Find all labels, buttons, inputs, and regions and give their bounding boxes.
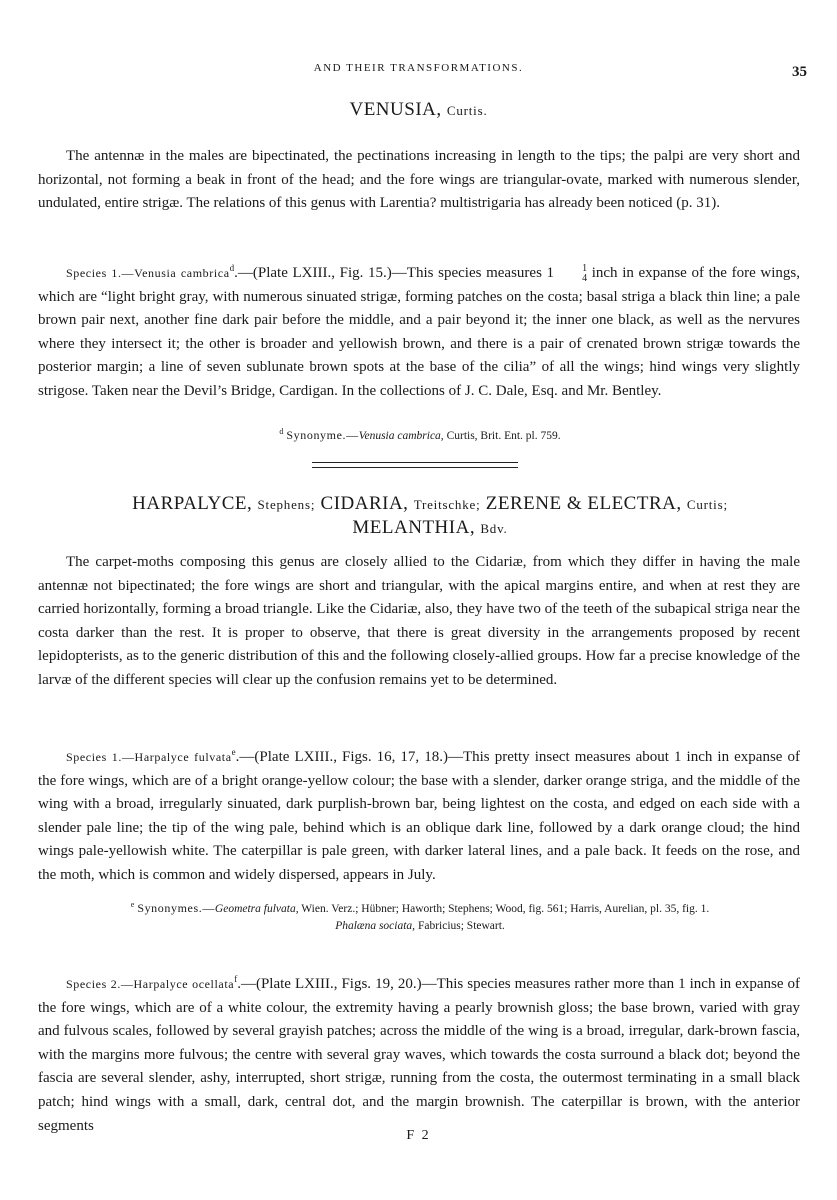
- footnote-rest-2: Fabricius; Stewart.: [415, 920, 505, 932]
- running-head: AND THEIR TRANSFORMATIONS.: [313, 62, 524, 74]
- page-number: 35: [792, 64, 807, 80]
- harpalyce-genus-heading: [60, 492, 800, 540]
- species-text-b: inch in expanse of the fore wings, which are “light bright gray, with numerous sinuated strigæ, forming patches on the costa; basal striga a black thin line; a pale brown pair next, another fine dark pair before the middle, and a pair beyond it; the inner one black, as well as the nervures where they intersect it; the other is broader and yellowish brown, and there is a pair of crenated brown strigæ towards the posterior margin; a line of seven sublunate brown spots at the base of the cilia” of all the wings; hind wings very slightly strigose. Taken near the Devil’s Bridge, Cardigan. In the collections of J. C. Dale, Esq. and Mr. Bentley.: [38, 265, 800, 399]
- species-text: .—(Plate LXIII., Figs. 16, 17, 18.)—This pretty insect measures about 1 inch in expanse of the fore wings, which are of a bright orange-yellow colour; the base with a slender, darker orange striga, and the middle of the wing with a broad, irregularly sinuated, dark purplish-brown bar, being lightest on the costa, and edged on each side with a slender pale line; the tip of the wing pale, behind which is an oblique dark line, followed by a dark orange cloud; the hind wings pale-yellowish white. The caterpillar is pale green, with darker lateral lines, and a pale back. It feeds on the rose, and the moth, which is common and widely dispersed, appears in July.: [38, 749, 800, 883]
- venusia-genus-heading: [0, 98, 837, 122]
- genus-author-d: Bdv.: [480, 521, 508, 536]
- fraction-denominator: 4: [582, 272, 588, 284]
- footnote-venusia: [90, 427, 750, 445]
- footnote-label: Synonyme.—: [286, 428, 359, 442]
- footnote-rest: Curtis, Brit. Ent. pl. 759.: [443, 430, 561, 442]
- genus-name-a: HARPALYCE,: [132, 493, 253, 514]
- genus-author-c: Curtis;: [686, 497, 728, 512]
- species-label: Species 1.—Harpalyce fulvata: [66, 750, 232, 764]
- footnote-italic-2: Phalæna sociata,: [335, 920, 416, 932]
- genus-name-d: MELANTHIA,: [352, 517, 476, 538]
- signature-mark: F 2: [406, 1128, 431, 1143]
- genus-author: Curtis.: [446, 103, 488, 118]
- genus-author-a: Stephens;: [257, 497, 316, 512]
- species-text: .—(Plate LXIII., Figs. 19, 20.)—This species measures rather more than 1 inch in expanse of the fore wings, which are of a white colour, the extremity having a pearly brownish gloss; the base brown, varied with gray and fulvous scales, followed by several grayish patches; across the middle of the wing is a broad, irregular, dark-brown fascia, with the margins more fulvous; the centre with several gray waves, which towards the costa surround a black dot; beyond the fascia are several slender, ashy, interrupted, short strigæ, running from the costa, the outermost terminating in a small black patch; hind wings with a small, dark, central dot, and the margin brownish. The caterpillar is brown, with the anterior segments: [38, 976, 800, 1134]
- genus-name-b: CIDARIA,: [320, 493, 409, 514]
- species-harpalyce-fulvata: [38, 746, 800, 888]
- species-label: Species 1.—Venusia cambrica: [66, 266, 230, 280]
- species-venusia-cambrica: [38, 262, 800, 404]
- footnote-mark: d: [279, 427, 284, 437]
- footnote-ref: f: [234, 974, 238, 984]
- species-harpalyce-ocellata: [38, 973, 800, 1138]
- species-label: Species 2.—Harpalyce ocellata: [66, 977, 235, 991]
- footnote-italic: Venusia cambrica,: [358, 430, 444, 442]
- genus-name: VENUSIA,: [349, 99, 442, 120]
- footnote-italic-1: Geometra fulvata,: [214, 903, 299, 915]
- footnote-ref: d: [229, 263, 235, 273]
- fraction: [554, 264, 587, 284]
- genus-author-b: Treitschke;: [413, 497, 481, 512]
- venusia-intro-paragraph: The antennæ in the males are bipectinated, the pectinations increasing in length to the tips; the palpi are very short and horizontal, not forming a beak in front of the head; and the fore wings are triangular-ovate, marked with numerous slender, undulated, entire strigæ. The relations of this genus with Larentia? multistrigaria has already been noticed (p. 31).: [38, 148, 800, 212]
- footnote-rest-1: Wien. Verz.; Hübner; Haworth; Stephens; Wood, fig. 561; Harris, Aurelian, pl. 35, fig. 1.: [298, 903, 710, 915]
- footnote-label: Synonymes.—: [137, 901, 215, 915]
- fraction-numerator: 1: [582, 262, 588, 274]
- footnote-mark: e: [130, 900, 135, 910]
- genus-name-c: ZERENE & ELECTRA,: [485, 493, 682, 514]
- section-divider-top: [312, 462, 518, 463]
- harpalyce-intro-paragraph: The carpet-moths composing this genus are closely allied to the Cidariæ, from which they differ in having the male antennæ not bipectinated; the fore wings are short and triangular, with the apical margins entire, and when at rest they are carried horizontally, forming a broad triangle. Like the Cidariæ, also, they have two of the teeth of the subapical striga near the costa darker than the rest. It is proper to observe, that there is great diversity in the arrangements proposed by recent lepidopterists, as to the generic distribution of this and the following closely-allied groups. How far a precise knowledge of the larvæ of the different species will clear up the confusion remains yet to be determined.: [38, 554, 800, 688]
- footnote-fulvata: [90, 900, 750, 935]
- section-divider-bottom: [312, 467, 518, 468]
- footnote-ref: e: [231, 747, 236, 757]
- species-text-a: .—(Plate LXIII., Fig. 15.)—This species measures 1: [234, 265, 555, 281]
